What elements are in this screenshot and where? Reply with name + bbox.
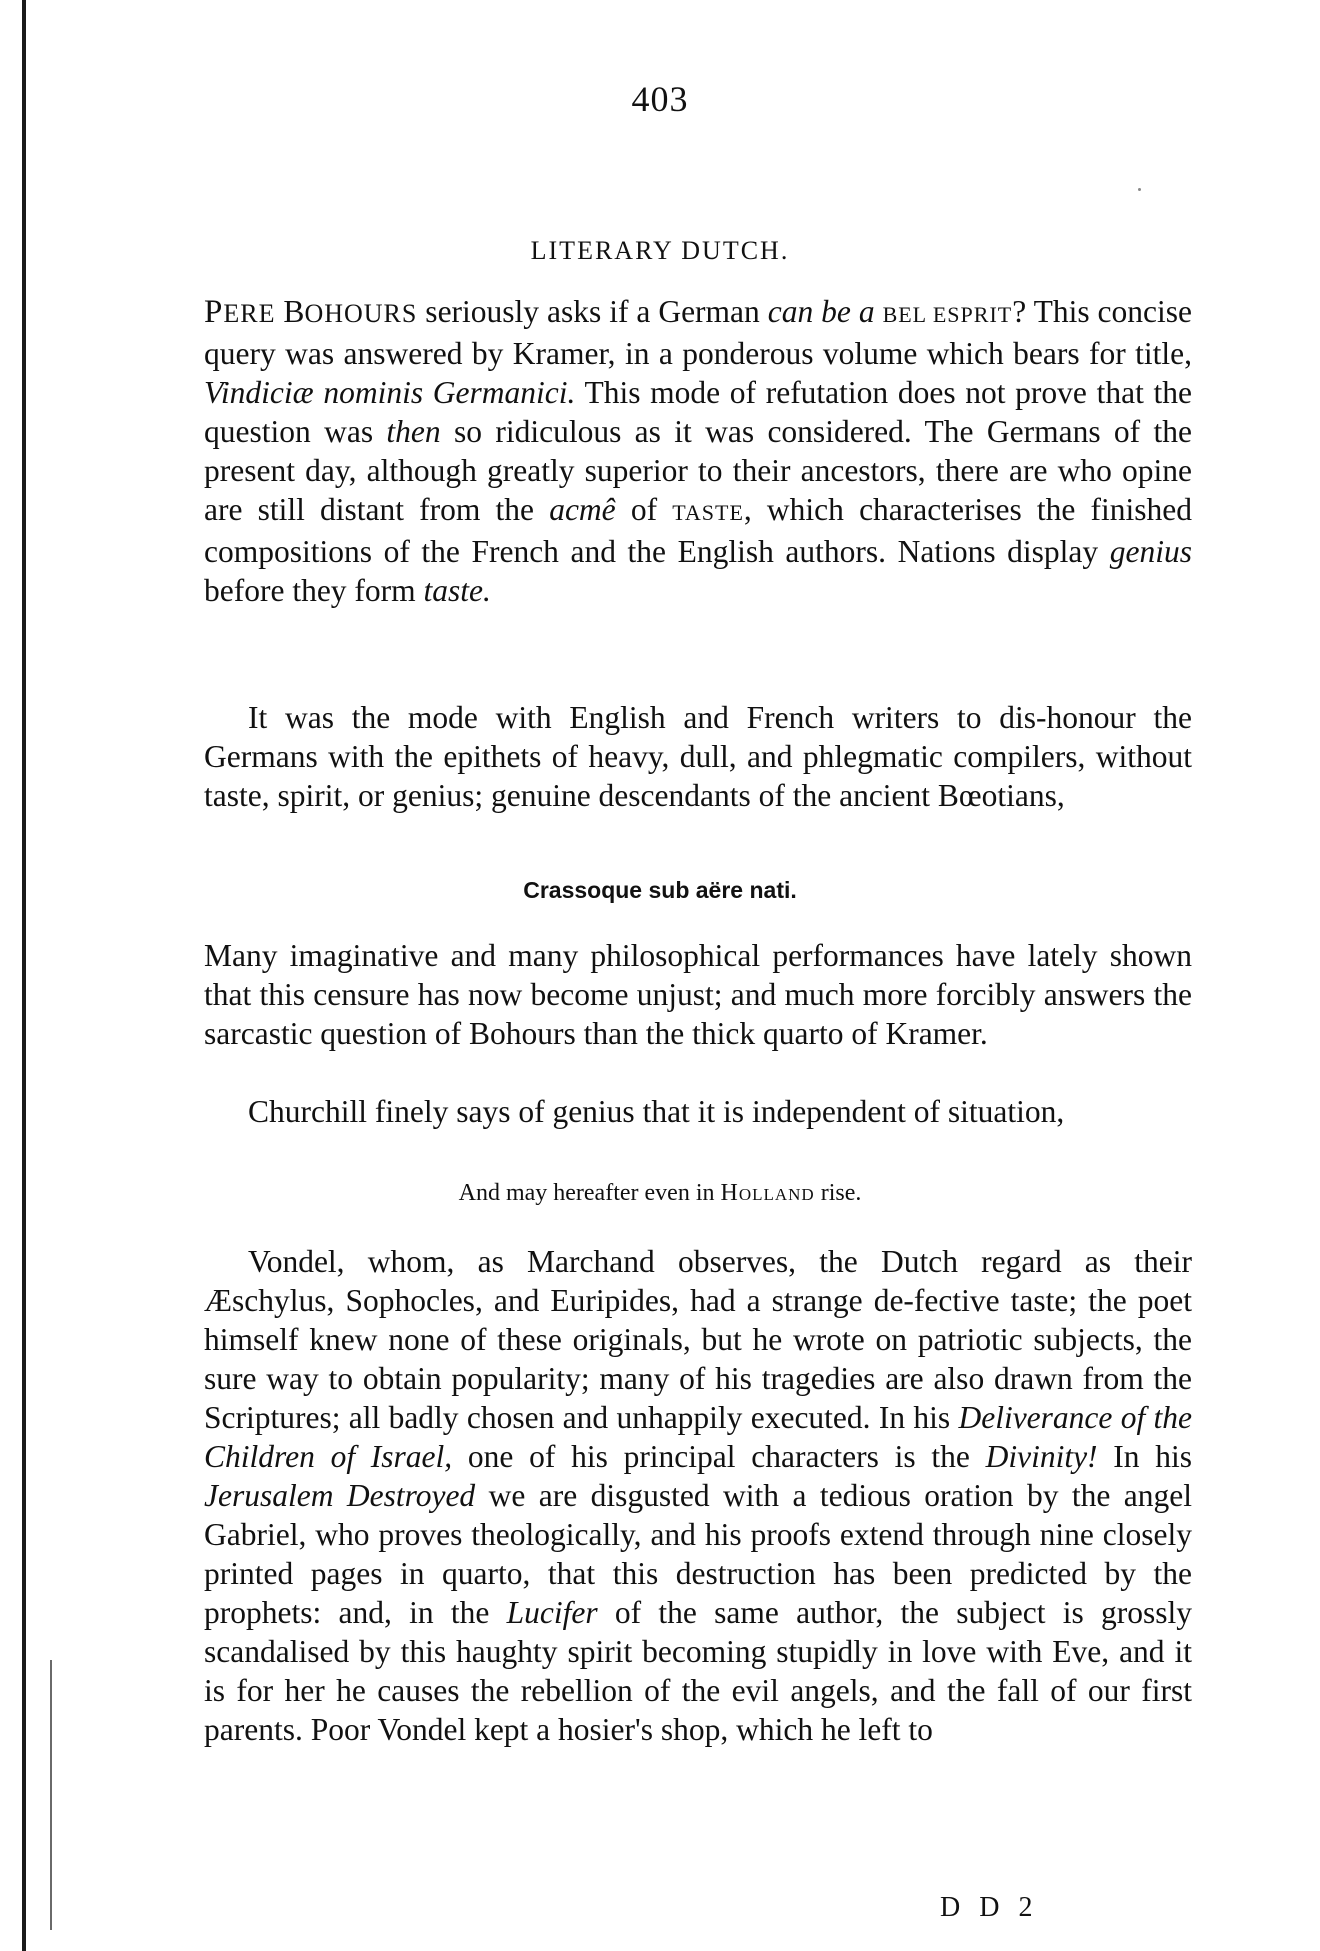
verse-text-a: And may hereafter even in bbox=[458, 1180, 721, 1206]
p5-text-d: we are disgusted with a tedious oration by the angel Gabriel, who proves theologically, and his proofs extend through nine closely printed pages in quarto, that this destruction has been predicted by the prophets: and, in the bbox=[204, 1478, 1192, 1630]
verse-holland: Holland bbox=[720, 1180, 815, 1206]
p1-dropcap: P bbox=[204, 294, 224, 330]
paragraph-3 bbox=[204, 936, 1192, 1053]
paragraph-2 bbox=[204, 698, 1192, 815]
p4-text: Churchill finely says of genius that it is independent of situation, bbox=[248, 1094, 1065, 1129]
p1-pere: ERE bbox=[223, 299, 276, 328]
p3-text: Many imaginative and many philosophical performances have lately shown that this censure has now become unjust; and much more forcibly answers the sarcastic question of Bohours than the thick quarto of Kramer. bbox=[204, 938, 1192, 1051]
page-number: 403 bbox=[631, 79, 689, 119]
p5-italic-divinity: Divinity! bbox=[985, 1439, 1098, 1474]
p1-italic-acme: acmê bbox=[549, 492, 616, 527]
p1-italic-genius: genius bbox=[1109, 534, 1192, 569]
p1-text-c: This mode of refutation does not prove that the question was bbox=[204, 375, 1192, 449]
p1-text-g: before they form bbox=[204, 573, 424, 608]
scan-margin-line bbox=[22, 0, 26, 1951]
p5-italic-lucifer: Lucifer bbox=[506, 1595, 598, 1630]
p1-text-d: so ridiculous as it was considered. The Germans of the present day, although greatly superior to their ancestors, there are who opine are still distant from the bbox=[204, 414, 1192, 527]
p5-text-b: one of his principal characters is the bbox=[452, 1439, 986, 1474]
p1-italic-taste: taste. bbox=[423, 573, 491, 608]
running-head: LITERARY DUTCH. bbox=[530, 236, 790, 265]
p1-italic-title: Vindiciæ nominis Germanici. bbox=[204, 375, 576, 410]
p5-text-a: Vondel, whom, as Marchand observes, the Dutch regard as their Æschylus, Sophocles, and Euripides, had a strange de-fective taste; the poet himself knew none of these originals, but he wrote on patriotic subjects, the sure way to obtain popularity; many of his tragedies are also drawn from the Scriptures; all badly chosen and unhappily executed. In his bbox=[204, 1244, 1192, 1435]
signature-mark: D D 2 bbox=[940, 1892, 1039, 1923]
p1-b: B bbox=[275, 294, 305, 329]
p1-bel-esprit: BEL ESPRIT bbox=[882, 302, 1013, 327]
p1-taste-caps: TASTE bbox=[672, 500, 744, 525]
p5-text-e: of the same author, the subject is grossly scandalised by this haughty spirit becoming stupidly in love with Eve, and it is for her he causes the rebellion of the evil angels, and the fall of our first parents. Poor Vondel kept a hosier's shop, which he left to bbox=[204, 1595, 1193, 1747]
p2-text: It was the mode with English and French writers to dis-honour the Germans with the epithets of heavy, dull, and phlegmatic compilers, without taste, spirit, or genius; genuine descendants of the ancient Bœotians, bbox=[204, 700, 1192, 813]
verse-text-b: rise. bbox=[814, 1180, 862, 1206]
p5-italic-deliverance: Deliverance of the Children of Israel, bbox=[204, 1400, 1192, 1474]
latin-quotation: Crassoque sub aëre nati. bbox=[523, 877, 797, 903]
scan-margin-mark bbox=[50, 1660, 52, 1930]
p1-text-b: ? This concise query was answered by Kramer, in a ponderous volume which bears for title, bbox=[204, 294, 1193, 371]
p1-bohours: OHOURS bbox=[304, 299, 418, 328]
p1-text-e: of bbox=[615, 492, 673, 527]
p1-italic-then: then bbox=[386, 414, 441, 449]
verse-quotation bbox=[0, 1180, 1320, 1207]
p1-text-a: seriously asks if a German bbox=[417, 294, 768, 329]
paragraph-4 bbox=[204, 1092, 1192, 1131]
paragraph-1 bbox=[204, 292, 1192, 610]
paragraph-5 bbox=[204, 1242, 1192, 1749]
p1-italic-can-be: can be a bbox=[767, 294, 883, 329]
p5-italic-jerusalem: Jerusalem Destroyed bbox=[204, 1478, 476, 1513]
p1-text-f: , which characterises the finished compositions of the French and the English authors. Nations display bbox=[204, 492, 1192, 569]
p5-text-c: In his bbox=[1097, 1439, 1193, 1474]
scan-speck bbox=[1138, 188, 1141, 191]
